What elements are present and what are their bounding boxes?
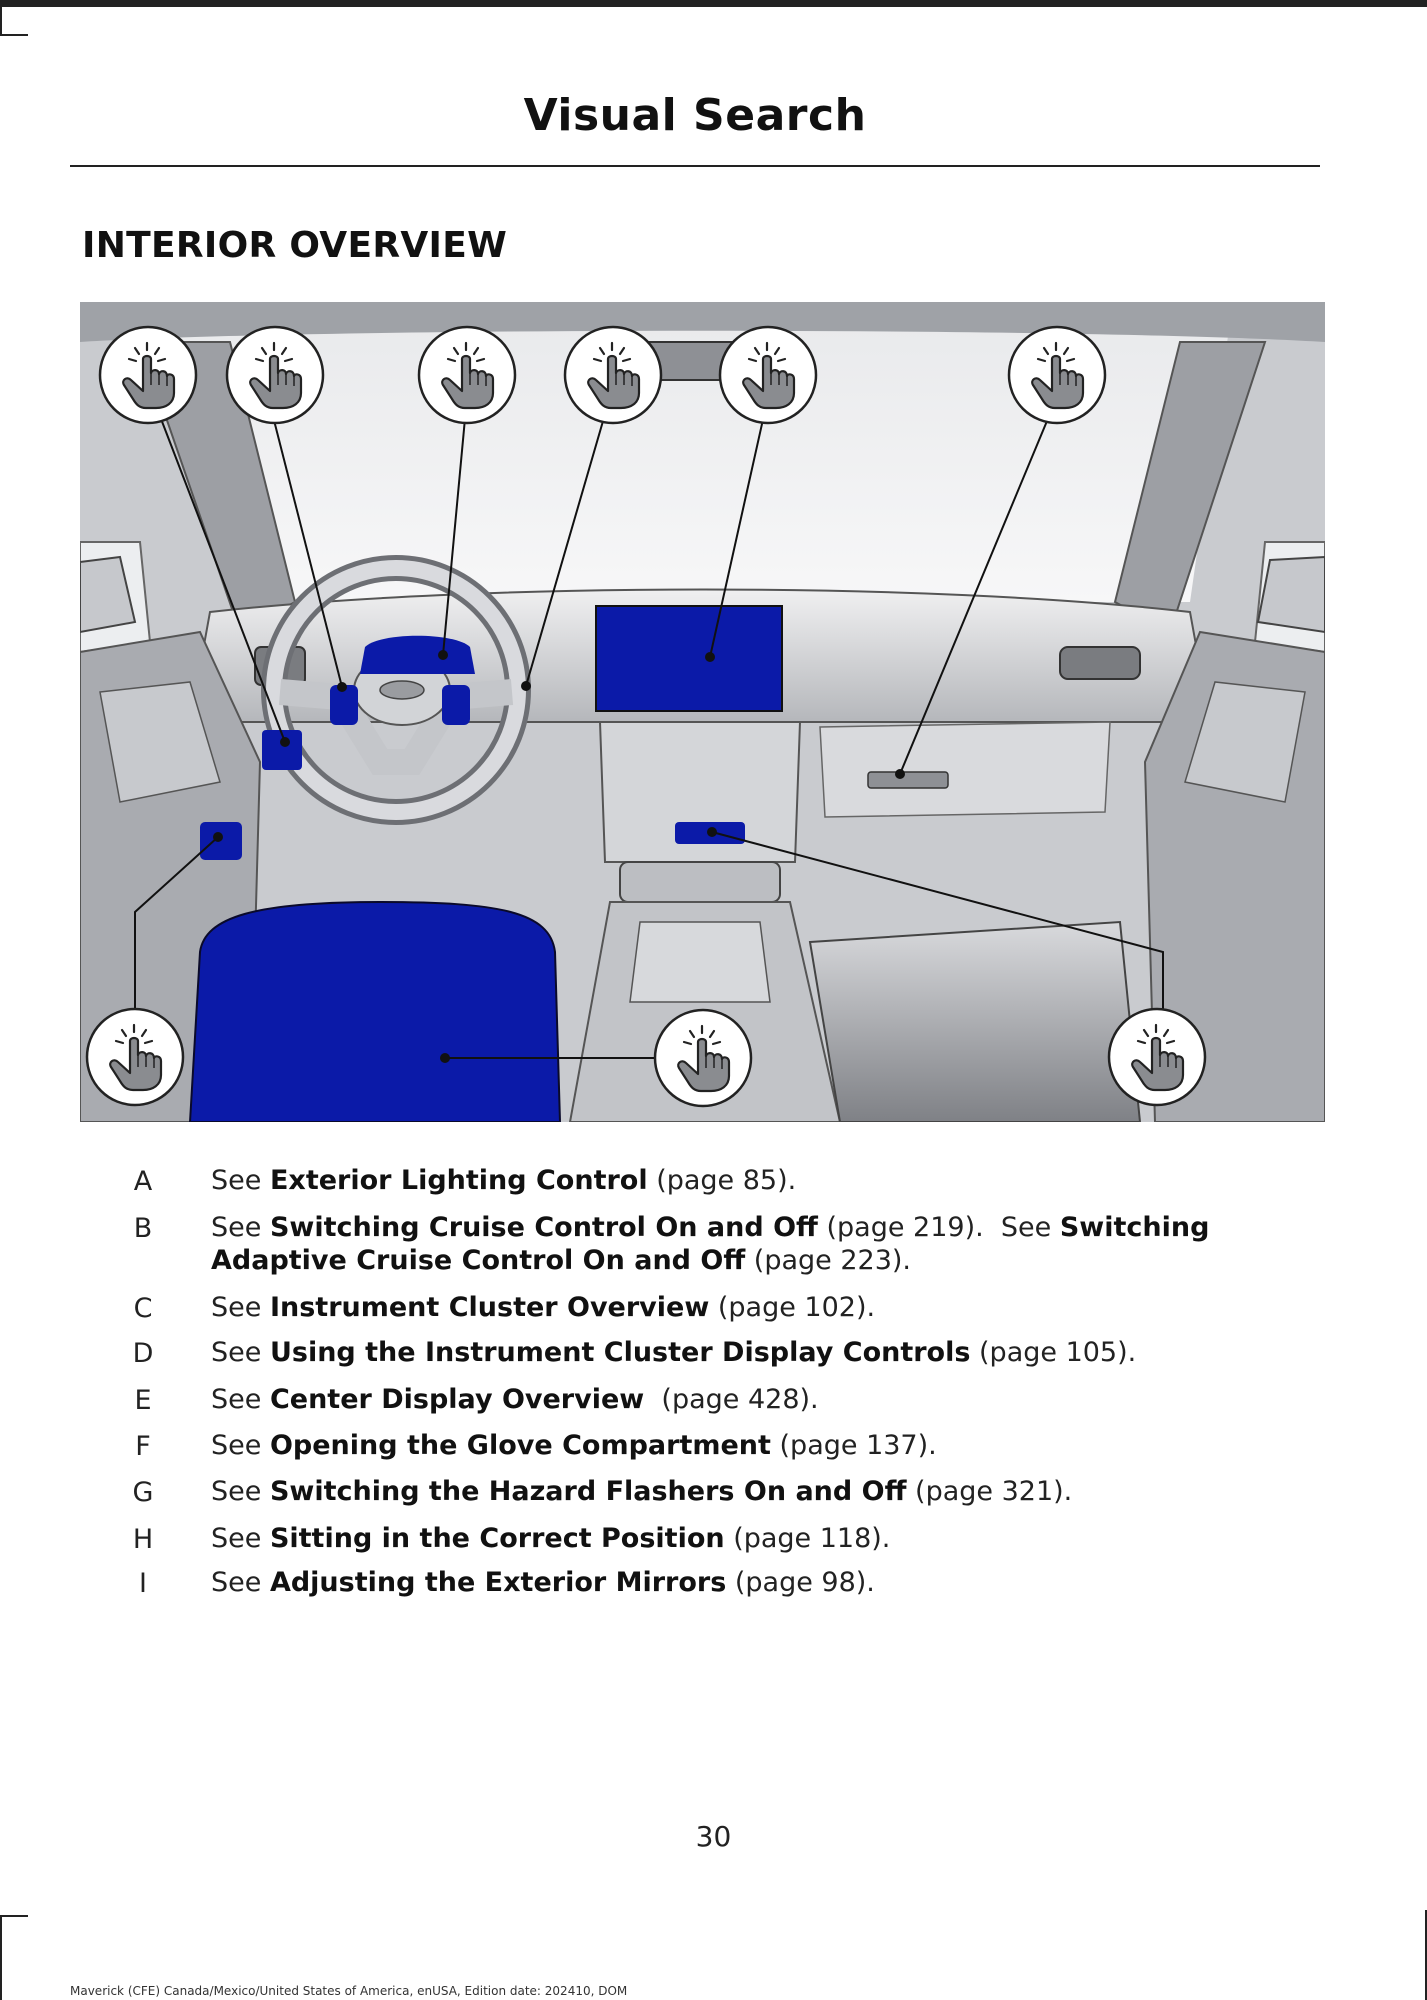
item-letter: G <box>132 1477 154 1508</box>
item-prefix: See <box>211 1292 270 1323</box>
page-header: Visual Search <box>523 90 867 141</box>
item-link[interactable]: Switching Cruise Control On and Off <box>269 1212 818 1243</box>
vent-right <box>1060 647 1140 679</box>
item-letter: D <box>132 1338 154 1369</box>
highlight-cluster-controls <box>442 685 470 725</box>
item-suffix: (page 223). <box>745 1245 912 1276</box>
mirror-right <box>1258 557 1325 632</box>
hand-pointer-icon[interactable] <box>419 327 515 423</box>
glove-compartment <box>820 722 1110 817</box>
item-suffix: (page 98). <box>726 1567 875 1598</box>
item-link[interactable]: Instrument Cluster Overview <box>269 1292 710 1323</box>
item-letter: I <box>139 1568 147 1599</box>
item-text <box>211 1211 1261 1277</box>
item-prefix: See <box>211 1430 270 1461</box>
hand-pointer-icon[interactable] <box>1009 327 1105 423</box>
crop-mark-top-left-h <box>0 34 28 36</box>
item-letter: B <box>133 1213 153 1244</box>
item-mid: (page 219). See <box>817 1212 1060 1243</box>
page-number: 30 <box>695 1820 732 1853</box>
item-suffix: (page 321). <box>906 1476 1073 1507</box>
item-text <box>211 1336 1261 1369</box>
interior-illustration <box>80 302 1325 1122</box>
item-link[interactable]: Exterior Lighting Control <box>269 1165 648 1196</box>
item-text <box>211 1383 1261 1416</box>
crop-mark-bottom-left <box>0 1915 2 2000</box>
top-border <box>0 0 1427 7</box>
item-link[interactable]: Adjusting the Exterior Mirrors <box>269 1567 727 1598</box>
item-text <box>211 1566 1261 1599</box>
hand-pointer-icon[interactable] <box>655 1010 751 1106</box>
item-prefix: See <box>211 1165 270 1196</box>
item-prefix: See <box>211 1212 270 1243</box>
highlight-instrument-cluster <box>360 636 475 674</box>
crop-mark-top-left <box>0 0 2 36</box>
item-prefix: See <box>211 1384 270 1415</box>
hand-pointer-icon[interactable] <box>565 327 661 423</box>
highlight-center-display <box>596 606 782 711</box>
item-text <box>211 1164 1261 1197</box>
hand-pointer-icon[interactable] <box>227 327 323 423</box>
item-suffix: (page 105). <box>970 1337 1137 1368</box>
hand-pointer-icon[interactable] <box>720 327 816 423</box>
item-letter: F <box>135 1431 151 1462</box>
item-link[interactable]: Switching the Hazard Flashers On and Off <box>269 1476 907 1507</box>
hand-pointer-icon[interactable] <box>1109 1009 1205 1105</box>
item-text <box>211 1475 1261 1508</box>
item-link[interactable]: Center Display Overview <box>269 1384 645 1415</box>
item-prefix: See <box>211 1523 270 1554</box>
passenger-seat <box>810 922 1140 1122</box>
item-suffix: (page 428). <box>644 1384 819 1415</box>
item-letter: E <box>134 1385 152 1416</box>
footer-edition-info: Maverick (CFE) Canada/Mexico/United States of America, enUSA, Edition date: 202410, DOM <box>70 1984 628 1998</box>
item-letter: H <box>132 1524 154 1555</box>
item-text <box>211 1522 1261 1555</box>
crop-mark-bottom-left-h <box>0 1915 28 1917</box>
hand-pointer-icon[interactable] <box>87 1009 183 1105</box>
item-prefix: See <box>211 1567 270 1598</box>
item-prefix: See <box>211 1476 270 1507</box>
header-divider <box>70 165 1320 167</box>
hand-pointer-icon[interactable] <box>100 327 196 423</box>
item-letter: C <box>133 1293 153 1324</box>
item-suffix: (page 85). <box>647 1165 797 1196</box>
interior-overview-figure <box>80 302 1325 1122</box>
item-suffix: (page 137). <box>770 1430 937 1461</box>
item-link[interactable]: Sitting in the Correct Position <box>269 1523 725 1554</box>
item-text <box>211 1291 1261 1324</box>
item-link[interactable]: Switching Adaptive Cruise Control On and Off <box>211 1212 1210 1276</box>
item-suffix: (page 118). <box>724 1523 891 1554</box>
item-suffix: (page 102). <box>709 1292 876 1323</box>
item-link[interactable]: Using the Instrument Cluster Display Controls <box>269 1337 971 1368</box>
item-letter: A <box>133 1166 153 1197</box>
item-link[interactable]: Opening the Glove Compartment <box>269 1430 771 1461</box>
section-title: INTERIOR OVERVIEW <box>82 225 508 266</box>
highlight-driver-seat <box>190 902 560 1122</box>
item-prefix: See <box>211 1337 270 1368</box>
item-text <box>211 1429 1261 1462</box>
